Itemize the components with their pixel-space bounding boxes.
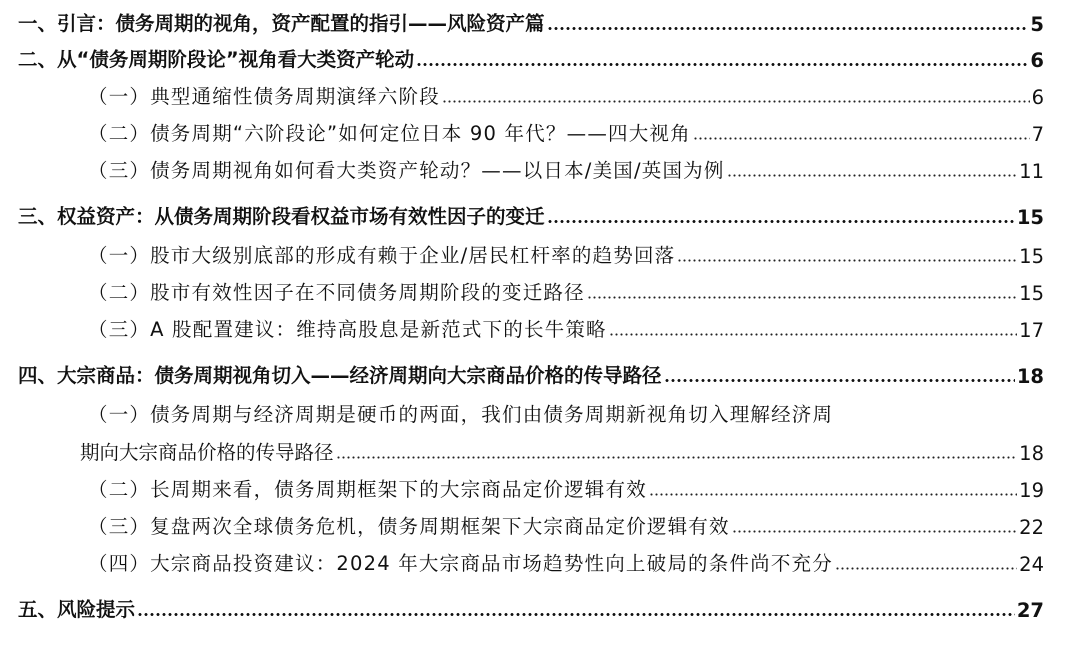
dot-leader [677,259,1017,262]
toc-entry-title: （二）债务周期“六阶段论”如何定位日本 90 年代？——四大视角 [88,122,691,145]
toc-entry-title: （一）股市大级别底部的形成有赖于企业/居民杠杆率的趋势回落 [88,244,676,267]
dot-leader [336,456,1018,459]
toc-entry-title: （三）A 股配置建议：维持高股息是新范式下的长牛策略 [88,318,607,341]
toc-entry-2-2[interactable] [18,110,1044,146]
toc-entry-title: 五、风险提示 [18,598,136,621]
toc-entry-title: 一、引言：债务周期的视角，资产配置的指引——风险资产篇 [18,12,545,35]
toc-entry-page: 6 [1031,86,1044,109]
toc-entry-title-continued: 期向大宗商品价格的传导路径 [80,441,334,464]
toc-entry-1[interactable] [18,0,1044,36]
toc-entry-4-1-line2[interactable] [18,429,1044,465]
toc-entry-page: 22 [1019,516,1044,539]
dot-leader [547,220,1015,223]
toc-entry-page: 7 [1031,123,1044,146]
toc-entry-4[interactable] [18,352,1044,388]
toc-entry-2-3[interactable] [18,147,1044,183]
dot-leader [137,613,1015,616]
dot-leader [664,379,1015,382]
toc-entry-3[interactable] [18,193,1044,229]
toc-entry-5[interactable] [18,586,1044,622]
toc-entry-page: 6 [1030,49,1044,72]
toc-entry-3-3[interactable] [18,306,1044,342]
toc-entry-title: （三）复盘两次全球债务危机，债务周期框架下大宗商品定价逻辑有效 [88,515,730,538]
toc-entry-title: （三）债务周期视角如何看大类资产轮动？——以日本/美国/英国为例 [88,159,725,182]
toc-entry-title: （二）长周期来看，债务周期框架下的大宗商品定价逻辑有效 [88,478,647,501]
toc-entry-page: 11 [1019,160,1044,183]
dot-leader [727,174,1018,177]
toc-entry-title: （一）债务周期与经济周期是硬币的两面，我们由债务周期新视角切入理解经济周 [88,403,834,426]
toc-entry-2-1[interactable] [18,73,1044,109]
toc-entry-page: 5 [1030,13,1044,36]
toc-entry-title: （四）大宗商品投资建议：2024 年大宗商品市场趋势性向上破局的条件尚不充分 [88,552,833,575]
toc-entry-page: 15 [1019,245,1044,268]
toc-entry-3-1[interactable] [18,232,1044,268]
dot-leader [442,100,1030,103]
dot-leader [547,27,1029,30]
toc-entry-title: （一）典型通缩性债务周期演绎六阶段 [88,85,440,108]
toc-entry-title: 二、从“债务周期阶段论”视角看大类资产轮动 [18,48,415,71]
dot-leader [587,296,1017,299]
toc-entry-page: 17 [1019,319,1044,342]
dot-leader [609,333,1017,336]
toc-entry-page: 15 [1016,206,1044,229]
dot-leader [835,567,1017,570]
toc-entry-2[interactable] [18,36,1044,72]
toc-entry-page: 18 [1016,365,1044,388]
toc-entry-page: 19 [1019,479,1044,502]
toc-entry-3-2[interactable] [18,269,1044,305]
toc-entry-page: 15 [1019,282,1044,305]
toc-entry-title: 三、权益资产：从债务周期阶段看权益市场有效性因子的变迁 [18,205,545,228]
toc-entry-4-3[interactable] [18,503,1044,539]
toc-entry-4-2[interactable] [18,466,1044,502]
toc-entry-4-1-line1[interactable] [88,391,1048,427]
toc-entry-title: 四、大宗商品：债务周期视角切入——经济周期向大宗商品价格的传导路径 [18,364,662,387]
toc-entry-page: 24 [1019,553,1044,576]
dot-leader [649,493,1017,496]
dot-leader [693,137,1030,140]
toc-entry-4-4[interactable] [18,540,1044,576]
dot-leader [416,63,1028,66]
toc-entry-page: 18 [1019,442,1044,465]
toc-entry-title: （二）股市有效性因子在不同债务周期阶段的变迁路径 [88,281,585,304]
toc-entry-page: 27 [1016,599,1044,622]
dot-leader [732,530,1017,533]
